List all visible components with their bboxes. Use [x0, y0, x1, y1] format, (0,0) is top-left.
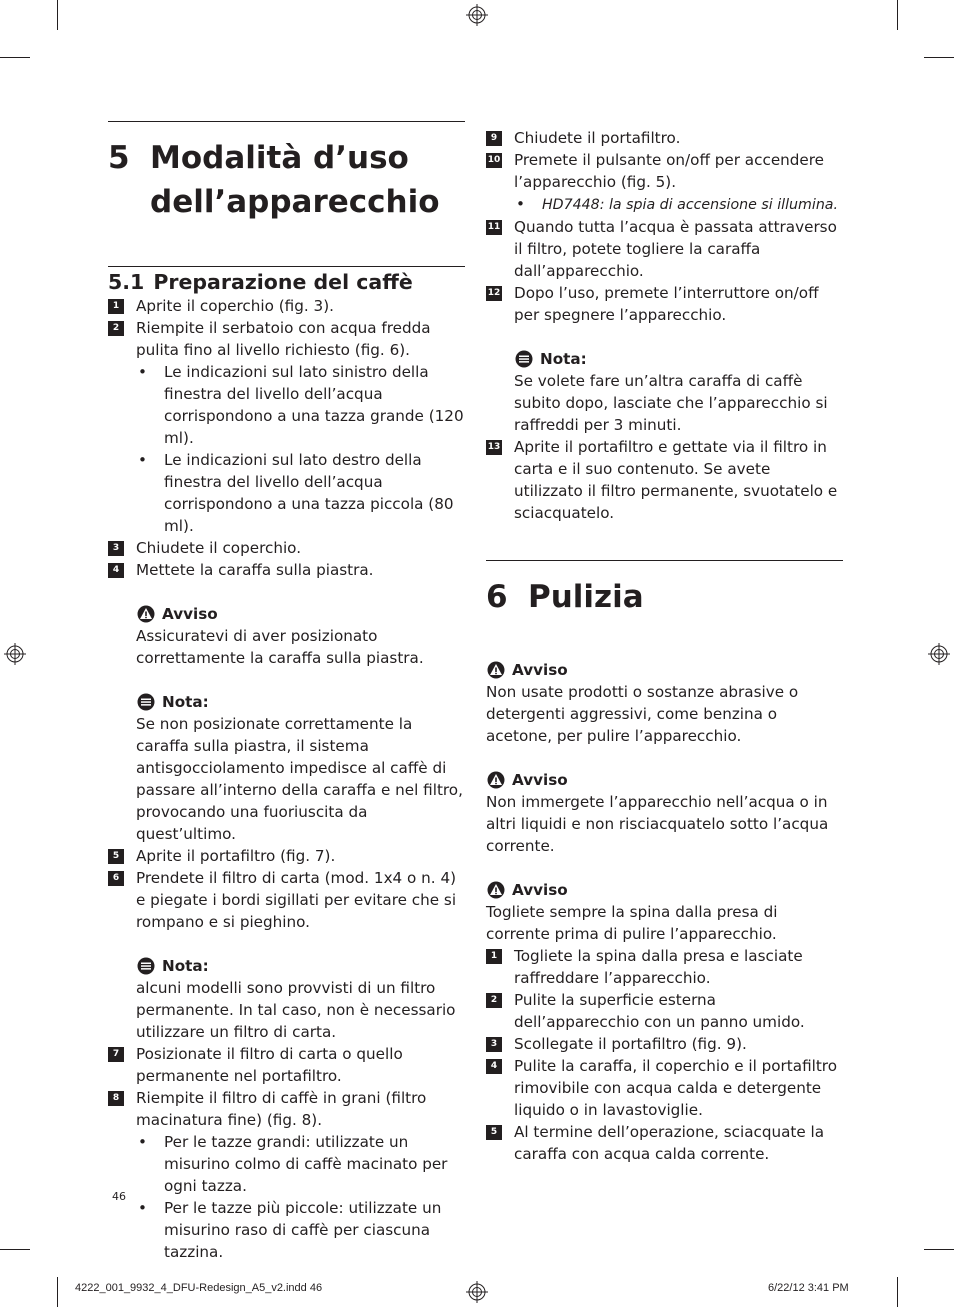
- subsection-heading: [108, 266, 465, 295]
- crop-mark: [897, 1277, 898, 1307]
- step-item: [108, 1043, 465, 1087]
- section-title-line1: Modalità d’uso: [150, 140, 409, 176]
- warning-title: Avviso: [136, 603, 465, 625]
- crop-mark: [0, 1249, 30, 1250]
- step-number-badge: 10: [486, 153, 502, 168]
- step-item: [486, 216, 843, 282]
- step-text: Mettete la caraffa sulla piastra.: [136, 561, 374, 579]
- step-number-badge: 5: [486, 1125, 502, 1140]
- step-item: [108, 867, 465, 933]
- page-number: 46: [112, 1190, 126, 1203]
- warning-text: Assicuratevi di aver posizionato correttamente la caraffa sulla piastra.: [136, 627, 424, 667]
- bullet-item: [108, 449, 465, 537]
- bullet-item: [108, 361, 465, 449]
- bullet-item: [108, 1197, 465, 1263]
- crop-mark: [897, 0, 898, 30]
- step-text: Pulite la superficie esterna dell’apparecchio con un panno umido.: [514, 991, 805, 1031]
- note-icon: [514, 350, 534, 368]
- step-item: [486, 1033, 843, 1055]
- step-text: Premete il pulsante on/off per accendere l’apparecchio (fig. 5).: [514, 151, 825, 191]
- note-text: Se non posizionate correttamente la caraffa sulla piastra, il sistema antisgocciolamento impedisce al caffè di passare all’interno della caraffa e nel filtro, provocando una fuoriuscita da quest’ultimo.: [136, 715, 463, 843]
- bullet-item: [486, 193, 843, 216]
- step-number-badge: 11: [486, 220, 502, 235]
- step-text: Prendete il filtro di carta (mod. 1x4 o n. 4) e piegate i bordi sigillati per evitare che si rompano e si pieghino.: [136, 869, 457, 931]
- registration-mark-icon: [466, 4, 488, 26]
- bullet-text: HD7448: la spia di accensione si illumina.: [542, 197, 839, 213]
- note-callout: [108, 955, 465, 1043]
- step-item: [486, 945, 843, 989]
- crop-mark: [57, 0, 58, 30]
- section-6-heading: [486, 560, 843, 619]
- note-title: Nota:: [514, 348, 843, 370]
- section-5-heading: [108, 121, 465, 224]
- step-text: Riempite il filtro di caffè in grani (filtro macinatura fine) (fig. 8).: [136, 1089, 427, 1129]
- step-text: Pulite la caraffa, il coperchio e il portafiltro rimovibile con acqua calda e detergente liquido o in lavastoviglie.: [514, 1057, 838, 1119]
- note-icon: [136, 693, 156, 711]
- crop-mark: [924, 1249, 954, 1250]
- note-title: Nota:: [136, 955, 465, 977]
- warning-callout: [486, 659, 843, 747]
- step-item: [486, 1121, 843, 1165]
- step-item: [486, 149, 843, 193]
- step-number-badge: 9: [486, 131, 502, 146]
- step-text: Riempite il serbatoio con acqua fredda pulita fino al livello richiesto (fig. 6).: [136, 319, 431, 359]
- step-number-badge: 3: [108, 541, 124, 556]
- step-text: Togliete la spina dalla presa e lasciate raffreddare l’apparecchio.: [514, 947, 803, 987]
- bullet-text: Per le tazze più piccole: utilizzate un misurino raso di caffè per ciascuna tazzina.: [164, 1199, 442, 1261]
- step-number-badge: 3: [486, 1037, 502, 1052]
- note-icon: [136, 957, 156, 975]
- step-text: Chiudete il coperchio.: [136, 539, 302, 557]
- right-column: [486, 127, 843, 1165]
- step-item: [486, 989, 843, 1033]
- bullet-text: Le indicazioni sul lato sinistro della finestra del livello dell’acqua corrispondono a una tazza grande (120 ml).: [164, 363, 464, 447]
- bullet-dot: •: [138, 363, 147, 381]
- registration-mark-icon: [4, 643, 26, 665]
- bullet-text: Per le tazze grandi: utilizzate un misurino colmo di caffè macinato per ogni tazza.: [164, 1133, 448, 1195]
- warning-callout: [486, 879, 843, 945]
- bullet-dot: •: [138, 451, 147, 469]
- step-number-badge: 1: [108, 299, 124, 314]
- bullet-text: Le indicazioni sul lato destro della finestra del livello dell’acqua corrispondono a una tazza piccola (80 ml).: [164, 451, 454, 535]
- bullet-dot: •: [138, 1133, 147, 1151]
- step-number-badge: 4: [486, 1059, 502, 1074]
- warning-callout: [486, 769, 843, 857]
- warning-text: Non immergete l’apparecchio nell’acqua o in altri liquidi e non risciacquatelo sotto l’acqua corrente.: [486, 793, 829, 855]
- step-number-badge: 4: [108, 563, 124, 578]
- step-text: Scollegate il portafiltro (fig. 9).: [514, 1035, 747, 1053]
- section-number: 5: [108, 140, 130, 176]
- note-callout: [108, 691, 465, 845]
- subsection-number: 5.1: [108, 270, 145, 294]
- note-text: alcuni modelli sono provvisti di un filtro permanente. In tal caso, non è necessario utilizzare un filtro di carta.: [136, 979, 456, 1041]
- step-item: [108, 559, 465, 581]
- step-item: [108, 317, 465, 361]
- warning-title: Avviso: [486, 659, 843, 681]
- warning-icon: [486, 771, 506, 789]
- step-item: [486, 436, 843, 524]
- step-text: Chiudete il portafiltro.: [514, 129, 681, 147]
- note-title: Nota:: [136, 691, 465, 713]
- crop-mark: [924, 57, 954, 58]
- crop-mark: [0, 57, 30, 58]
- step-text: Quando tutta l’acqua è passata attraverso il filtro, potete togliere la caraffa dall’apparecchio.: [514, 218, 837, 280]
- print-slug-file: 4222_001_9932_4_DFU-Redesign_A5_v2.indd 46: [75, 1282, 323, 1294]
- print-slug-date: 6/22/12 3:41 PM: [768, 1282, 849, 1294]
- step-text: Aprite il coperchio (fig. 3).: [136, 297, 334, 315]
- left-column: [108, 121, 465, 1263]
- step-number-badge: 8: [108, 1091, 124, 1106]
- warning-icon: [486, 881, 506, 899]
- step-number-badge: 12: [486, 286, 502, 301]
- registration-mark-icon: [928, 643, 950, 665]
- step-number-badge: 13: [486, 440, 502, 455]
- step-item: [108, 537, 465, 559]
- registration-mark-icon: [466, 1281, 488, 1303]
- warning-title: Avviso: [486, 769, 843, 791]
- step-text: Al termine dell’operazione, sciacquate la caraffa con acqua calda corrente.: [514, 1123, 825, 1163]
- step-number-badge: 5: [108, 849, 124, 864]
- crop-mark: [57, 1277, 58, 1307]
- section-title: Pulizia: [528, 579, 644, 615]
- step-item: [486, 1055, 843, 1121]
- bullet-dot: •: [516, 195, 525, 213]
- warning-title: Avviso: [486, 879, 843, 901]
- section-number: 6: [486, 579, 508, 615]
- bullet-dot: •: [138, 1199, 147, 1217]
- step-item: [108, 295, 465, 317]
- step-item: [486, 282, 843, 326]
- warning-text: Non usate prodotti o sostanze abrasive o detergenti aggressivi, come benzina o acetone, per pulire l’apparecchio.: [486, 683, 799, 745]
- step-number-badge: 2: [486, 993, 502, 1008]
- subsection-title: Preparazione del caffè: [153, 270, 413, 294]
- note-text: Se volete fare un’altra caraffa di caffè subito dopo, lasciate che l’apparecchio si raffreddi per 3 minuti.: [514, 372, 828, 434]
- warning-icon: [136, 605, 156, 623]
- warning-callout: [108, 603, 465, 669]
- step-number-badge: 2: [108, 321, 124, 336]
- section-title-line2: dell’apparecchio: [150, 184, 440, 220]
- step-number-badge: 7: [108, 1047, 124, 1062]
- step-text: Aprite il portafiltro e gettate via il filtro in carta e il suo contenuto. Se avete utilizzato il filtro permanente, svuotatelo e sciacquatelo.: [514, 438, 838, 522]
- step-item: [108, 1087, 465, 1131]
- step-item: [108, 845, 465, 867]
- note-callout: [486, 348, 843, 436]
- warning-text: Togliete sempre la spina dalla presa di corrente prima di pulire l’apparecchio.: [486, 903, 778, 943]
- step-item: [486, 127, 843, 149]
- step-number-badge: 1: [486, 949, 502, 964]
- step-text: Dopo l’uso, premete l’interruttore on/off per spegnere l’apparecchio.: [514, 284, 819, 324]
- step-text: Aprite il portafiltro (fig. 7).: [136, 847, 336, 865]
- step-text: Posizionate il filtro di carta o quello permanente nel portafiltro.: [136, 1045, 403, 1085]
- bullet-item: [108, 1131, 465, 1197]
- warning-icon: [486, 661, 506, 679]
- step-number-badge: 6: [108, 871, 124, 886]
